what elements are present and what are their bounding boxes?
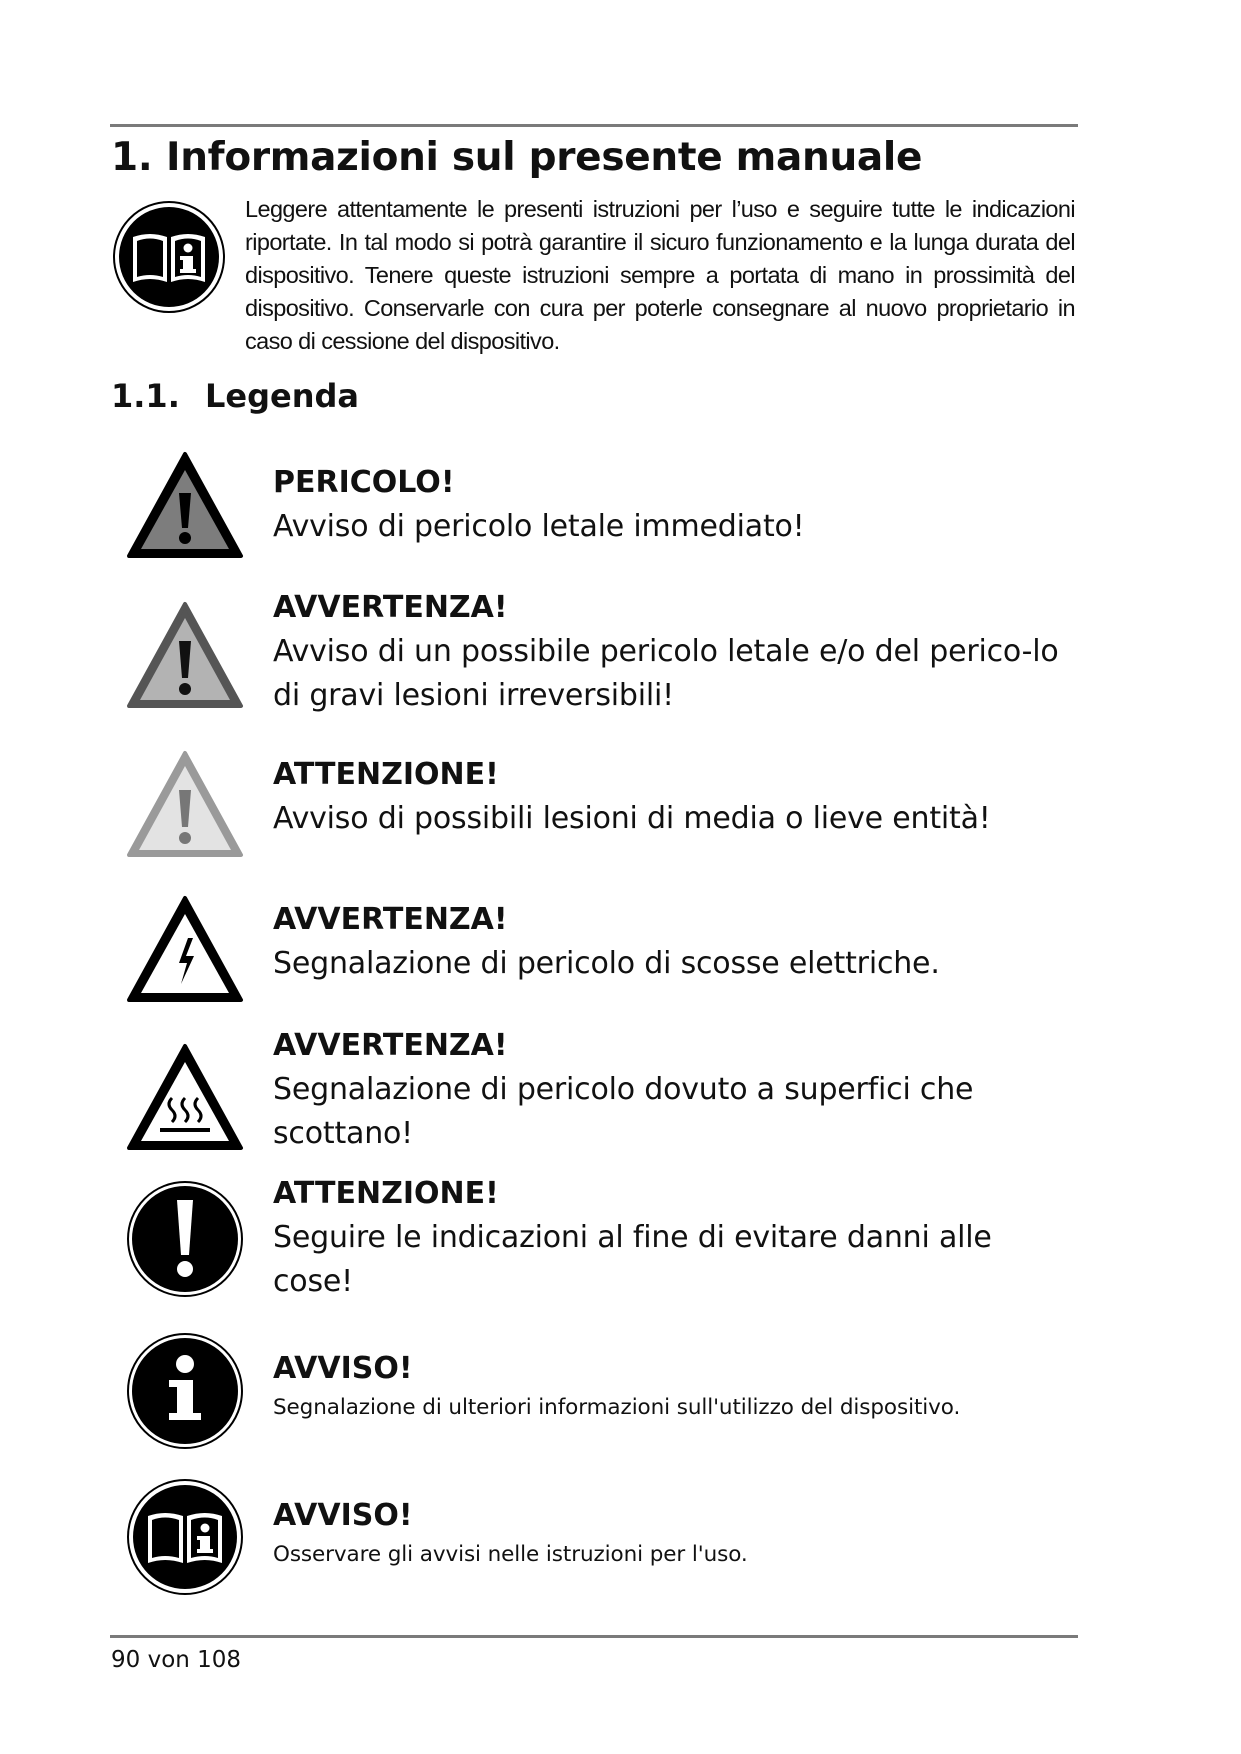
manual-info-icon xyxy=(126,1478,244,1596)
info-circle-icon xyxy=(126,1332,244,1450)
legend-text: Osservare gli avvisi nelle istruzioni per l'uso. xyxy=(273,1542,748,1567)
legend-text: Seguire le indicazioni al fine di evitare danni alle cose! xyxy=(273,1220,992,1299)
legend-title: AVVERTENZA! xyxy=(273,902,508,937)
top-rule xyxy=(110,124,1078,127)
warning-triangle-icon xyxy=(124,598,246,714)
intro-paragraph: Leggere attentamente le presenti istruzioni per l’uso e seguire tutte le indicazioni riportate. In tal modo si potrà garantire il sicuro funzionamento e la lunga durata del dispositivo. Tenere queste istruzioni sempre a portata di mano in prossimità del dispositivo. Conservarle con cura per poterle consegnare al nuovo proprietario in caso di cessione del dispositivo. xyxy=(245,196,1075,354)
subsection-number: 1.1. xyxy=(111,377,180,415)
legend-title: AVVERTENZA! xyxy=(273,1028,508,1063)
legend-title: ATTENZIONE! xyxy=(273,757,499,792)
legend-title: AVVISO! xyxy=(273,1498,413,1533)
legend-title: AVVISO! xyxy=(273,1351,413,1386)
legend-text: Avviso di pericolo letale immediato! xyxy=(273,509,805,544)
danger-warning-triangle-icon xyxy=(124,448,246,564)
legend-text: Avviso di possibili lesioni di media o lieve entità! xyxy=(273,801,991,836)
page-number: 90 von 108 xyxy=(111,1647,242,1673)
bottom-rule xyxy=(110,1635,1078,1638)
legend-text: Avviso di un possibile pericolo letale e/o del perico-lo di gravi lesioni irreversibili! xyxy=(273,634,1059,713)
exclamation-circle-icon xyxy=(126,1180,244,1298)
legend-title: AVVERTENZA! xyxy=(273,590,508,625)
legend-title: ATTENZIONE! xyxy=(273,1176,499,1211)
hot-surface-icon xyxy=(124,1040,246,1156)
section-title: Informazioni sul presente manuale xyxy=(166,135,923,180)
section-number: 1. xyxy=(111,135,153,180)
electric-shock-icon xyxy=(124,892,246,1008)
legend-title: PERICOLO! xyxy=(273,465,455,500)
caution-triangle-icon xyxy=(124,747,246,863)
page-title xyxy=(111,133,922,183)
subsection-heading xyxy=(111,374,359,418)
manual-info-icon xyxy=(112,200,226,314)
subsection-title: Legenda xyxy=(205,377,359,415)
legend-text: Segnalazione di pericolo dovuto a superfici che scottano! xyxy=(273,1072,974,1151)
legend-text: Segnalazione di pericolo di scosse elettriche. xyxy=(273,946,940,981)
legend-text: Segnalazione di ulteriori informazioni sull'utilizzo del dispositivo. xyxy=(273,1395,961,1420)
